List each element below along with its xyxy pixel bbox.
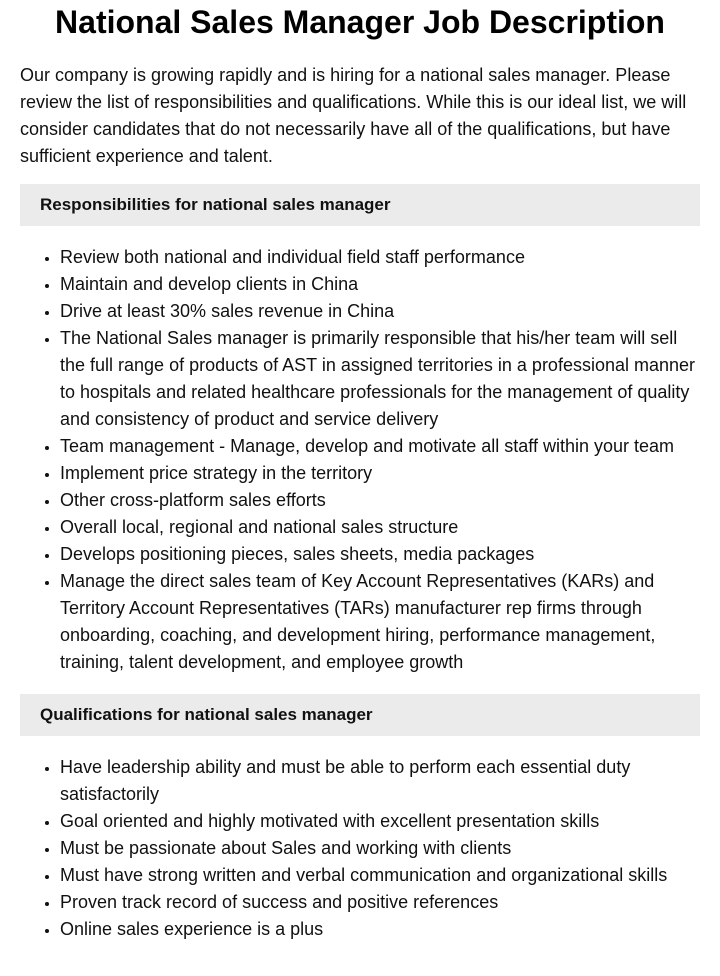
list-item: • Develops positioning pieces, sales sheets, media packages (60, 541, 700, 568)
list-item: • Must be passionate about Sales and working with clients (60, 835, 700, 862)
intro-paragraph: Our company is growing rapidly and is hiring for a national sales manager. Please review the list of responsibilities and qualifications. While this is our ideal list, we will consider candidates that do not necessarily have all of the qualifications, but have sufficient experience and talent. (20, 65, 687, 166)
list-item: • Team management - Manage, develop and motivate all staff within your team (60, 433, 700, 460)
list-item: • Review both national and individual field staff performance (60, 244, 700, 271)
list-item: • Manage the direct sales team of Key Account Representatives (KARs) and Territory Account Representatives (TARs) manufacturer rep firms through onboarding, coaching, and development hiring, performance management, training, talent development, and employee growth (60, 568, 700, 676)
page-title: National Sales Manager Job Description (55, 4, 665, 40)
list-item: • Must have strong written and verbal communication and organizational skills (60, 862, 700, 889)
qualifications-list (20, 754, 700, 943)
list-item: • Implement price strategy in the territory (60, 460, 700, 487)
list-item: • The National Sales manager is primarily responsible that his/her team will sell the full range of products of AST in assigned territories in a professional manner to hospitals and related healthcare professionals for the management of quality and consistency of product and service delivery (60, 325, 700, 433)
list-item: • Overall local, regional and national sales structure (60, 514, 700, 541)
list-item: • Maintain and develop clients in China (60, 271, 700, 298)
qualifications-heading: Qualifications for national sales manager (20, 694, 700, 736)
list-item: • Online sales experience is a plus (60, 916, 700, 943)
list-item: • Goal oriented and highly motivated with excellent presentation skills (60, 808, 700, 835)
responsibilities-list (20, 244, 700, 676)
list-item: • Have leadership ability and must be able to perform each essential duty satisfactorily (60, 754, 700, 808)
list-item: • Other cross-platform sales efforts (60, 487, 700, 514)
responsibilities-heading: Responsibilities for national sales manager (20, 184, 700, 226)
list-item: • Proven track record of success and positive references (60, 889, 700, 916)
list-item: • Drive at least 30% sales revenue in China (60, 298, 700, 325)
